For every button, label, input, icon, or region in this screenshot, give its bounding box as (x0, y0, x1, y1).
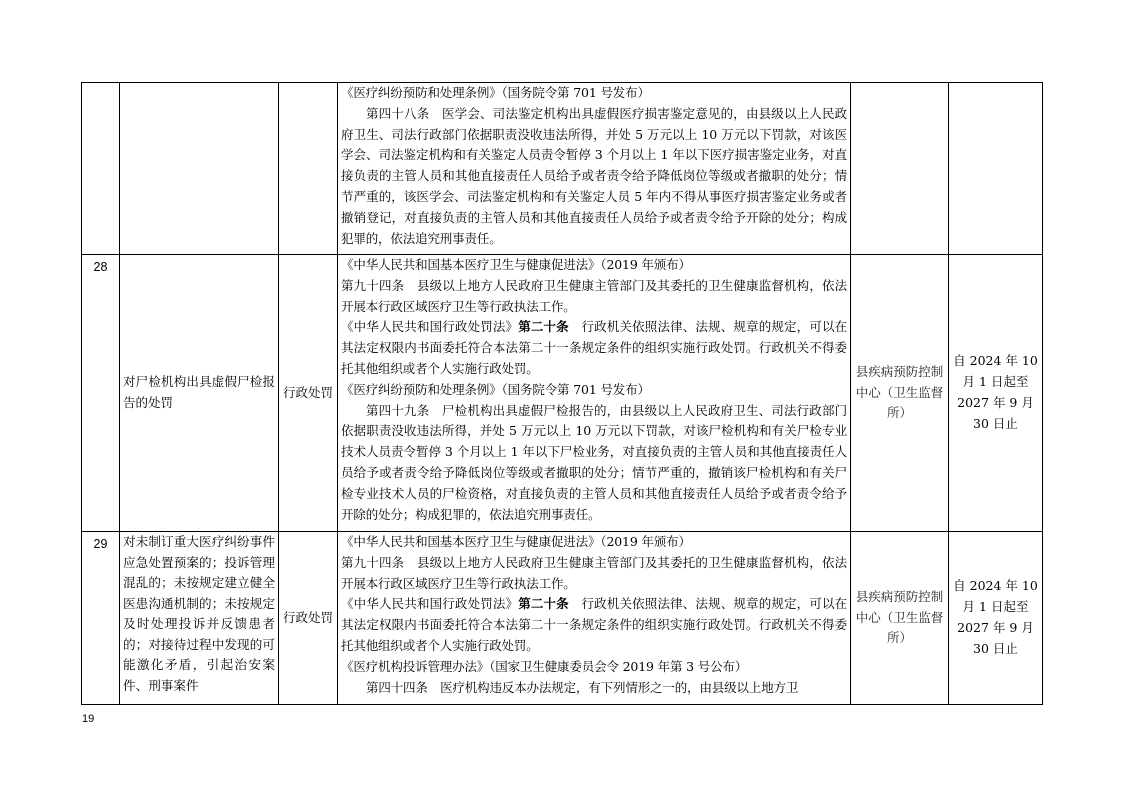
basis-paragraph: 第九十四条 县级以上地方人民政府卫生健康主管部门及其委托的卫生健康监督机构，依法开展本行政区域医疗卫生等行政执法工作。 (341, 277, 847, 314)
basis-paragraph: 《医疗纠纷预防和处理条例》（国务院令第 701 号发布） (341, 381, 650, 397)
table-row (82, 83, 1043, 255)
item-category: 行政处罚 (279, 255, 338, 532)
article-number: 第二十条 (518, 596, 569, 612)
basis-paragraph: 《中华人民共和国基本医疗卫生与健康促进法》（2019 年颁布） (341, 534, 691, 549)
table-row (82, 255, 1043, 532)
legal-basis (338, 255, 851, 532)
validity-period: 自 2024 年 10 月 1 日起至 2027 年 9 月 30 日止 (949, 255, 1043, 532)
basis-paragraph: 第四十九条 尸检机构出具虚假尸检报告的，由县级以上人民政府卫生、司法行政部门依据职责没收违法所得，并处 5 万元以上 10 万元以下罚款，对该尸检机构和有关尸检专业技术人员责令暂停 3 个月以上 1 年以下尸检业务，对直接负责的主管人员和其他直接责任人员给予或者责令给予降低岗位等级或者撤职的处分；情节严重的，撤销该尸检机构和有关尸检专业技术人员的尸检资格，对直接负责的主管人员和其他直接责任人员给予或者责令给予开除的处分；构成犯罪的，依法追究刑事责任。 (341, 402, 847, 522)
row-number: 28 (82, 255, 120, 532)
legal-basis (338, 83, 851, 255)
enforcement-table (81, 82, 1043, 705)
item-name (120, 83, 279, 255)
article-number: 第二十条 (518, 319, 569, 335)
article-text: 行政机关依照法律、法规、规章的规定，可以在其法定权限内书面委托符合本法第二十一条规定条件的组织实施行政处罚。行政机关不得委托其他组织或者个人实施行政处罚。 (341, 596, 847, 653)
basis-paragraph: 《医疗机构投诉管理办法》（国家卫生健康委员会令 2019 年第 3 号公布） (341, 658, 748, 674)
basis-paragraph (341, 594, 847, 656)
item-name: 对未制订重大医疗纠纷事件应急处置预案的；投诉管理混乱的；未按规定建立健全医患沟通机制的；未按规定及时处理投诉并反馈患者的；对接待过程中发现的可能激化矛盾，引起治安案件、刑事案件 (120, 532, 279, 705)
basis-paragraph: 第九十四条 县级以上地方人民政府卫生健康主管部门及其委托的卫生健康监督机构，依法开展本行政区域医疗卫生等行政执法工作。 (341, 554, 847, 591)
row-number: 29 (82, 532, 120, 705)
enforcement-department (851, 83, 949, 255)
row-number (82, 83, 120, 255)
law-title: 《中华人民共和国行政处罚法》 (341, 596, 519, 612)
enforcement-department: 县疾病预防控制中心（卫生监督所） (851, 255, 949, 532)
basis-paragraph: 《中华人民共和国基本医疗卫生与健康促进法》（2019 年颁布） (341, 257, 691, 272)
validity-period: 自 2024 年 10 月 1 日起至 2027 年 9 月 30 日止 (949, 532, 1043, 705)
law-title: 《中华人民共和国行政处罚法》 (341, 319, 519, 335)
basis-paragraph: 第四十四条 医疗机构违反本办法规定，有下列情形之一的，由县级以上地方卫 (366, 679, 799, 695)
page-number: 19 (82, 713, 95, 725)
enforcement-department: 县疾病预防控制中心（卫生监督所） (851, 532, 949, 705)
validity-period (949, 83, 1043, 255)
item-name: 对尸检机构出具虚假尸检报告的处罚 (120, 255, 279, 532)
basis-paragraph (341, 317, 847, 379)
legal-basis (338, 532, 851, 705)
table-row (82, 532, 1043, 705)
item-category (279, 83, 338, 255)
basis-paragraph: 《医疗纠纷预防和处理条例》（国务院令第 701 号发布） (341, 85, 650, 100)
article-text: 行政机关依照法律、法规、规章的规定，可以在其法定权限内书面委托符合本法第二十一条规定条件的组织实施行政处罚。行政机关不得委托其他组织或者个人实施行政处罚。 (341, 319, 847, 376)
basis-paragraph: 第四十八条 医学会、司法鉴定机构出具虚假医疗损害鉴定意见的，由县级以上人民政府卫生、司法行政部门依据职责没收违法所得，并处 5 万元以上 10 万元以下罚款，对该医学会、司法鉴定机构和有关鉴定人员责令暂停 3 个月以上 1 年以下医疗损害鉴定业务，对直接负责的主管人员和其他直接责任人员给予或者责令给予降低岗位等级或者撤职的处分；情节严重的，该医学会、司法鉴定机构和有关鉴定人员 5 年内不得从事医疗损害鉴定业务或者撤销登记，对直接负责的主管人员和其他直接责任人员给予或者责令给予开除的处分；构成犯罪的，依法追究刑事责任。 (341, 105, 847, 246)
item-category: 行政处罚 (279, 532, 338, 705)
